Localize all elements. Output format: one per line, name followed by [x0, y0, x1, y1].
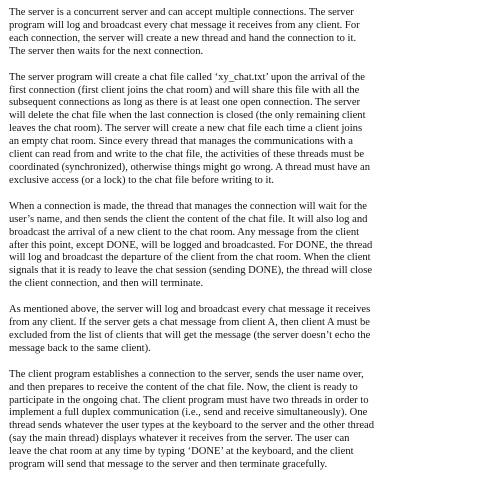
text-line: As mentioned above, the server will log and broadcast every chat message it receives — [9, 304, 371, 316]
text-line: When a connection is made, the thread that manages the connection will wait for the — [9, 200, 367, 212]
text-line: leave the chat room at any time by typing ‘DONE’ at the keyboard, and the client — [9, 446, 354, 458]
text-line: participate in the ongoing chat. The client program must have two threads in order to — [9, 394, 369, 406]
text-line: user’s name, and then sends the client the content of the chat file. It will also log and — [9, 213, 368, 225]
text-line: exclusive access (or a lock) to the chat file before writing to it. — [9, 174, 275, 186]
text-line: The server program will create a chat file called ‘xy_chat.txt’ upon the arrival of the — [9, 71, 366, 83]
text-line: implement a full duplex communication (i.e., send and receive simultaneously). One — [9, 407, 368, 419]
text-line: thread sends whatever the user types at the keyboard to the server and the other thread — [9, 420, 375, 432]
text-line: the client connection, and then will terminate. — [9, 278, 204, 290]
text-line: message back to the same client). — [9, 342, 151, 354]
text-line: subsequent connections as long as there is at least one open connection. The server — [9, 97, 361, 109]
text-line: after this point, except DONE, will be logged and broadcasted. For DONE, the thread — [9, 239, 373, 251]
text-line: client can read from and write to the chat file, the activities of these threads must be — [9, 149, 365, 161]
text-line: first connection (first client joins the chat room) and will share this file with all the — [9, 84, 360, 96]
text-line: an empty chat room. Since every thread that manages the communications with a — [9, 136, 353, 148]
text-line: coordinated (synchronized), otherwise things might go wrong. A thread must have an — [9, 161, 370, 173]
text-line: broadcast the arrival of a new client to the chat room. Any message from the client — [9, 226, 360, 238]
text-line: program will log and broadcast every chat message it receives from any client. For — [9, 19, 360, 31]
text-line: from any client. If the server gets a chat message from client A, then client A must be — [9, 317, 370, 329]
paragraph-broadcast-rule — [9, 304, 488, 356]
text-line: each connection, the server will create a new thread and hand the connection to it. — [9, 32, 357, 44]
text-line: program will send that message to the server and then terminate gracefully. — [9, 459, 328, 471]
text-line: will log and broadcast the departure of the client from the chat room. When the client — [9, 252, 371, 264]
text-line: The server then waits for the next connection. — [9, 45, 204, 57]
paragraph-client-program — [9, 369, 488, 472]
text-line: will delete the chat file when the last connection is closed (the only remaining client — [9, 110, 366, 122]
text-line: leaves the chat room). The server will create a new chat file each time a client joins — [9, 123, 363, 135]
text-line: The server is a concurrent server and can accept multiple connections. The server — [9, 7, 354, 18]
paragraph-connection-handling — [9, 201, 488, 291]
text-line: excluded from the list of clients that will get the message (the server doesn’t echo the — [9, 329, 371, 341]
text-line: and then prepares to receive the content of the chat file. Now, the client is ready to — [9, 381, 358, 393]
paragraph-server-overview — [9, 7, 488, 59]
text-line: The client program establishes a connection to the server, sends the user name over, — [9, 368, 364, 380]
text-line: (say the main thread) displays whatever it receives from the server. The user can — [9, 433, 350, 445]
paragraph-chat-file — [9, 72, 488, 188]
text-line: signals that it is ready to leave the chat session (sending DONE), the thread will close — [9, 265, 373, 277]
